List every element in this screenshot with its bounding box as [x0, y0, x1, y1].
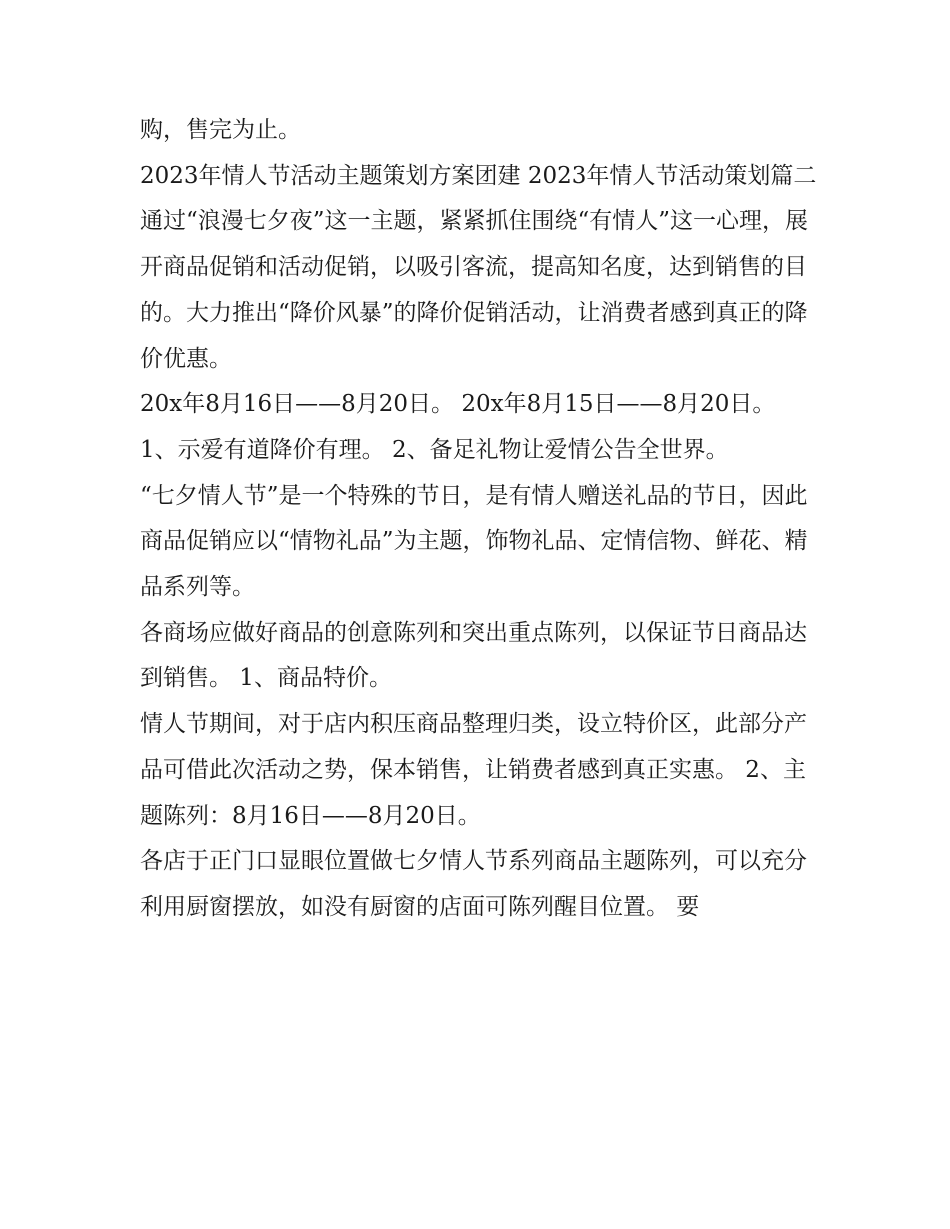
- paragraph-8: 各店于正门口显眼位置做七夕情人节系列商品主题陈列，可以充分利用厨窗摆放，如没有厨窗的店面可陈列醒目位置。 要: [140, 848, 807, 920]
- paragraph-4: 20x年8月16日——8月20日。 20x年8月15日——8月20日。 1、示爱有道降价有理。 2、备足礼物让爱情公告全世界。: [140, 391, 776, 463]
- paragraph-5: “七夕情人节”是一个特殊的节日，是有情人赠送礼品的节日，因此商品促销应以“情物礼品”为主题，饰物礼品、定情信物、鲜花、精品系列等。: [140, 482, 808, 601]
- paragraph-3: 通过“浪漫七夕夜”这一主题，紧紧抓住围绕“有情人”这一心理，展开商品促销和活动促销，以吸引客流，提高知名度，达到销售的目的。大力推出“降价风暴”的降价促销活动，让消费者感到真正的降价优惠。: [140, 208, 809, 372]
- document-body: [140, 108, 820, 931]
- paragraph-7: 情人节期间，对于店内积压商品整理归类，设立特价区，此部分产品可借此次活动之势，保本销售，让销费者感到真正实惠。 2、主题陈列：8月16日——8月20日。: [140, 711, 807, 829]
- paragraph-2-heading: 2023年情人节活动主题策划方案团建 2023年情人节活动策划篇二: [140, 162, 817, 189]
- paragraph-6: 各商场应做好商品的创意陈列和突出重点陈列，以保证节日商品达到销售。 1、商品特价。: [140, 619, 807, 692]
- paragraph-1: 购，售完为止。: [140, 117, 301, 143]
